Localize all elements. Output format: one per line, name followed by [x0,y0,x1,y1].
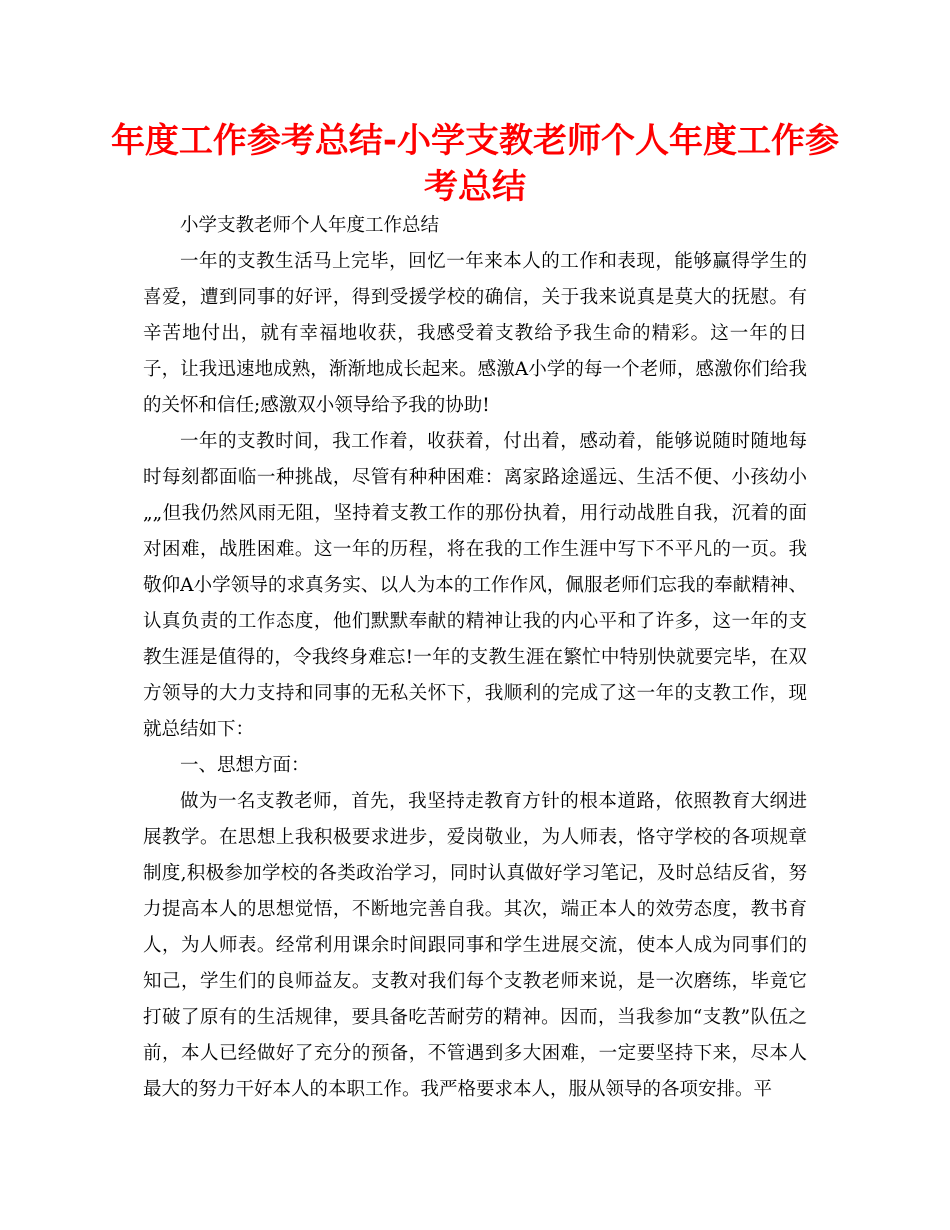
paragraph-intro: 一年的支教生活马上完毕，回忆一年来本人的工作和表现，能够赢得学生的喜爱，遭到同事的好评，得到受援学校的确信，关于我来说真是莫大的抚慰。有辛苦地付出，就有幸福地收获，我感受着支教给予我生命的精彩。这一年的日子，让我迅速地成熟，渐渐地成长起来。感激A小学的每一个老师，感激你们给我的关怀和信任;感激双小领导给予我的协助! [143,251,807,416]
paragraph-thought: 做为一名支教老师，首先，我坚持走教育方针的根本道路，依照教育大纲进展教学。在思想上我积极要求进步，爱岗敬业，为人师表，恪守学校的各项规章制度,积极参加学校的各类政治学习，同时认真做好学习笔记，及时总结反省，努力提高本人的思想觉悟，不断地完善自我。其次，端正本人的效劳态度，教书育人，为人师表。经常利用课余时间跟同事和学生进展交流，使本人成为同事们的知己，学生们的良师益友。支教对我们每个支教老师来说，是一次磨练，毕竟它打破了原有的生活规律，要具备吃苦耐劳的精神。因而，当我参加“支教”队伍之前，本人已经做好了充分的预备，不管遇到多大困难，一定要坚持下来，尽本人最大的努力干好本人的本职工作。我严格要求本人，服从领导的各项安排。平 [143,791,807,1100]
document-title: 年度工作参考总结-小学支教老师个人年度工作参考总结 [110,121,840,207]
document-body [143,208,807,1108]
section-heading-thought: 一、思想方面： [180,755,310,776]
document-subtitle: 小学支教老师个人年度工作总结 [180,215,440,236]
paragraph-experience: 一年的支教时间，我工作着，收获着，付出着，感动着，能够说随时随地每时每刻都面临一种挑战，尽管有种种困难：离家路途遥远、生活不便、小孩幼小„„但我仍然风雨无阻，坚持着支教工作的那份执着，用行动战胜自我，沉着的面对困难，战胜困难。这一年的历程，将在我的工作生涯中写下不平凡的一页。我敬仰A小学领导的求真务实、以人为本的工作作风，佩服老师们忘我的奉献精神、认真负责的工作态度，他们默默奉献的精神让我的内心平和了许多，这一年的支教生涯是值得的，令我终身难忘!一年的支教生涯在繁忙中特别快就要完毕，在双方领导的大力支持和同事的无私关怀下，我顺利的完成了这一年的支教工作，现就总结如下： [143,431,807,740]
